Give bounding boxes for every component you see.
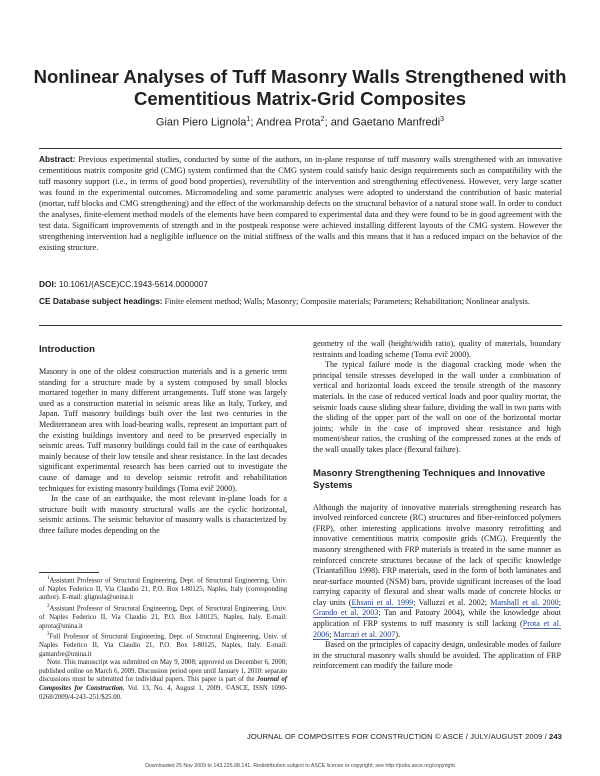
body-text: ; [558,597,562,607]
author-name: Gaetano Manfredi [352,116,441,129]
header-rule-bottom [39,325,562,326]
abstract-label: Abstract: [39,154,76,164]
author-affiliation-mark: 1 [246,116,251,123]
footnote-text: Note. This manuscript was submitted on May 9, 2008; approved on December 6, 2008; published online on March 6, 2009. Discussion period open until January 1, 2010: separate discussions must be submitted for individual papers. This paper is part of the [39,659,287,684]
abstract [39,154,562,253]
subject-headings [39,296,562,307]
body-paragraph: geometry of the wall (height/width ratio), quality of materials, boundary restraints and loading scheme (Toma evič 2000). [313,339,561,359]
left-column [39,344,287,537]
body-paragraph: The typical failure mode is the diagonal cracking mode when the principal tensile stresses developed in the wall under a combination of vertical and horizontal loads exceed the tensile strength of the masonry materials. In the case of reduced vertical loads and poor quality mortar, the seismic loads cause sliding shear failure, dividing the wall in two parts with the sliding of the upper part of the wall on one of the horizontal mortar joints; while in the case of improved shear resistance and high moment/shear ratios, the crushing of the compressed zones at the ends of the wall usually takes place (flexural failure). [313,360,561,454]
body-paragraph: Masonry is one of the oldest construction materials and is a generic term standing for a structure made by a system composed by small blocks mortared together in many different arrangements. Tuff stone was largely used as a construction material in seismic areas like as Italy, Turkey, and Japan. Tuff masonry buildings built over the last two centuries in the Mediterranean area with load-bearing walls, represent an important part of the existing buildings inventory and need to be preserved especially in seismic areas. Tuff masonry buildings could fail in the case of earthquakes mainly because of their low tensile and shear resistance. In the last decades significant experimental research has been carried out to investigate the cause of damage and to develop seismic retrofit and rehabilitation techniques for existing masonry buildings (Toma evič 2000). [39,367,287,493]
subject-headings-label: CE Database subject headings: [39,296,163,306]
download-notice: Downloaded 25 Nov 2009 to 143.225.98.141. Redistribution subject to ASCE license or copyright; see http://pubs.asce.org/copyright [145,763,455,769]
footnote-mark: 2 [47,604,50,610]
footnote-text: , Vol. 13, No. 4, August 1, 2009. ©ASCE, ISSN 1090-0268/2009/4-243–251/$25.00. [39,684,287,701]
citation-link[interactable]: Marshall et al. 2000 [490,597,559,607]
citation-link[interactable]: Marcari et al. 2007 [333,629,396,639]
author-affiliation-mark: 3 [440,116,445,123]
section-heading-strengthening: Masonry Strengthening Techniques and Innovative Systems [313,467,546,491]
footnote-mark: 1 [47,576,50,581]
journal-footer-text: JOURNAL OF COMPOSITES FOR CONSTRUCTION © ASCE / JULY/AUGUST 2009 / [246,732,550,741]
abstract-text: Previous experimental studies, conducted by some of the authors, on in-plane response of tuff masonry walls strengthened with an innovative cementitious matrix composite grid (CMG) system confirmed that the CMG system could satisfy basic design requirements such as compatibility with the tuff masonry support (i.e., in terms of good bond properties), reversibility of the intervention and strengthening effectiveness. However, very large scatter was found in the experimental outcomes. Micromodeling and some parametric analyses were adopted to understand the contribution of basic material (mortar, tuff blocks and CMG strengthening) and the effect of the workmanship defects on the structural behavior of a natural stone wall. In order to conduct the analyses, finite-element method models of the elements have been compared to experimental data and they were found to be in good agreement with the test data. Significant improvements of strength and in the postpeak response were achieved installing different layouts of the CMG system. However the strengthening intervention had a negligible influence on the initial stiffness of the walls and this means that it has a reduced impact on the behavior of the existing structure. [39,155,563,252]
citation-link[interactable]: Prota et al. 2006 [313,619,561,639]
author-name: Gian Piero Lignola [155,116,247,129]
section-heading-introduction: Introduction [39,344,95,355]
citation-link[interactable]: Ehsani et al. 1999 [351,597,414,607]
doi [39,279,208,289]
doi-label: DOI: [39,279,57,289]
body-paragraph: Based on the principles of capacity design, undesirable modes of failure in the structural masonry walls should be avoided. The application of FRP reinforcement can modify the failure mode [313,640,561,671]
author-affiliation-mark: 2 [320,116,325,123]
footnote-mark: 3 [47,632,50,638]
author-separator: ; [250,116,256,129]
body-text: Although the majority of innovative materials strengthening research has involved reinforced concrete (RC) structures and fiber-reinforced polymers (FRP), other interesting applications involve masonry retrofitting and innovative cementitious matrix composite grids (CMG). Frequently the masonry strengthened with FRP materials is treated in the same manner as reinforced concrete structures because of the lack of specific knowledge (Triantafillou 1998). FRP materials, used in the form of both laminates and near-surface mounted (NSM) bars, provide significant increases of the load carrying capacity of flexural and shear walls made of concrete blocks or clay units ( [313,502,561,607]
body-paragraph [313,503,561,641]
body-text: ; [329,629,334,639]
footnote-text: Assistant Professor of Structural Engineering, Dept. of Structural Engineering, Univ. of Naples Federico II, Via Claudio 21, P.O. Box I-80125, Naples, Italy. E-mail: aprota@unina.it [39,605,287,630]
body-text: ; Tan and Patoary 2004), while the knowledge about application of FRP systems to tuff masonry is still lacking ( [313,608,561,629]
footnotes [39,575,287,702]
author-list [0,116,600,129]
page-number: 243 [549,732,562,741]
body-paragraph: In the case of an earthquake, the most relevant in-plane loads for a structure built with masonry structural walls are the cyclic horizontal, seismic actions. The seismic behavior of masonry walls is characterized by three failure modes depending on the [39,494,287,535]
author-separator: ; and [324,116,353,129]
journal-name: Journal of Composites for Construction [39,676,287,692]
header-rule-top [39,148,562,149]
footnote-note [39,659,287,702]
footnote [39,631,287,659]
citation-link[interactable]: Grando et al. 2003 [313,608,379,618]
footnote-text: Full Professor of Structural Engineering, Dept. of Structural Engineering, Univ. of Naples Federico II, Via Claudio 21, P.O. Box I-80125, Naples, Italy. E-mail: gamanfre@unina.it [39,633,287,658]
right-column [313,339,561,672]
footnote-rule [39,572,99,573]
paper-title: Nonlinear Analyses of Tuff Masonry Walls Strengthened with Cementitious Matrix-Grid Composites [33,66,567,109]
running-footer [247,732,562,741]
footnote [39,575,287,603]
doi-link[interactable]: 10.1061/(ASCE)CC.1943-5614.0000007 [58,279,208,289]
author-name: Andrea Prota [255,116,321,129]
body-text: ). [395,629,401,639]
body-text: ; Valluzzi et al. 2002; [413,597,491,607]
footnote-text: Assistant Professor of Structural Engineering, Dept. of Structural Engineering, Univ. of Naples Federico II, Via Claudio 21, P.O. Box I-80125, Naples, Italy (corresponding author). E-mail: glignola@unina.it [39,577,287,602]
footnote [39,603,287,631]
subject-headings-text: Finite element method; Walls; Masonry; Composite materials; Parameters; Rehabilitation; Nonlinear analysis. [164,297,530,306]
